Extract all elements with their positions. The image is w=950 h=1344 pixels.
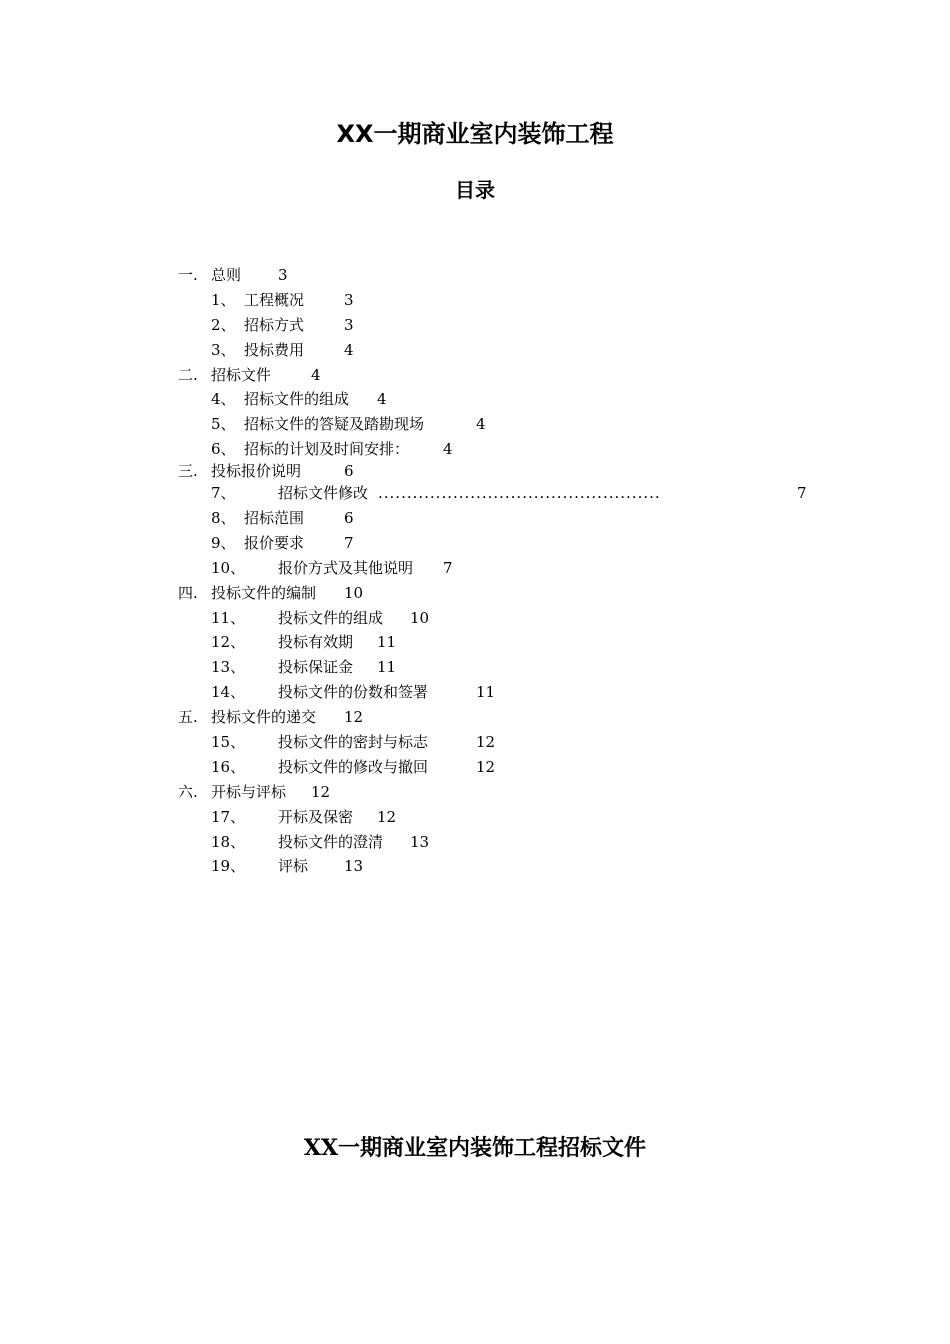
toc-entry-number: 5、 [211, 415, 236, 434]
toc-page-number: 3 [344, 315, 354, 334]
toc-entry-title: 开标及保密 [278, 807, 354, 826]
toc-page-number: 11 [476, 683, 496, 702]
toc-entry-number: 8、 [211, 509, 236, 528]
toc-page-number: 11 [377, 658, 397, 677]
toc-entry-title: 投标文件的份数和签署 [278, 683, 429, 702]
toc-entry-title: 投标报价说明 [211, 462, 302, 481]
toc-entry-title: 投标文件的编制 [211, 583, 317, 602]
document-title: XX一期商业室内装饰工程 [336, 120, 614, 148]
toc-chapter[interactable] [178, 462, 828, 481]
toc-entry[interactable] [178, 288, 828, 313]
toc-page-number: 7 [344, 533, 354, 552]
toc-page-number: 12 [476, 757, 496, 776]
toc-entry-title: 投标文件的组成 [278, 608, 384, 627]
toc-entry[interactable] [178, 830, 828, 855]
toc-entry-number: 14、 [211, 683, 246, 702]
toc-entry-number: 13、 [211, 658, 246, 677]
toc-entry-title: 总则 [211, 266, 242, 284]
toc-page-number: 6 [344, 509, 354, 528]
toc-entry-title: 报价要求 [244, 533, 305, 552]
tender-document-title: XX一期商业室内装饰工程招标文件 [303, 1135, 647, 1161]
toc-entry[interactable] [178, 606, 828, 631]
toc-page-number: 4 [377, 390, 387, 409]
toc-entry-number: 六. [178, 782, 198, 801]
toc-entry-title: 开标与评标 [211, 782, 287, 801]
toc-entry[interactable] [178, 805, 828, 830]
table-of-contents [178, 263, 828, 879]
toc-dot-leader: ................................................. [378, 484, 661, 503]
toc-page-number: 12 [344, 708, 364, 727]
toc-chapter[interactable] [178, 263, 828, 288]
toc-entry-title: 投标文件的修改与撤回 [278, 757, 429, 776]
toc-page-number: 4 [311, 365, 321, 384]
toc-entry-number: 1、 [211, 290, 236, 309]
toc-page-number: 4 [344, 340, 354, 359]
toc-entry[interactable] [178, 630, 828, 655]
toc-entry[interactable] [178, 412, 828, 437]
toc-entry-number: 12、 [211, 633, 246, 652]
toc-page-number: 7 [797, 484, 807, 503]
toc-entry-title: 评标 [278, 857, 309, 876]
toc-entry[interactable] [178, 506, 828, 531]
toc-page-number: 12 [476, 733, 496, 752]
toc-chapter[interactable] [178, 705, 828, 730]
toc-entry-title: 投标文件的澄清 [278, 832, 384, 851]
toc-entry-title: 报价方式及其他说明 [278, 558, 414, 577]
toc-entry[interactable] [178, 313, 828, 338]
toc-page-number: 12 [311, 782, 331, 801]
toc-page-number: 3 [344, 290, 354, 309]
toc-page-number: 11 [377, 633, 397, 652]
toc-entry-number: 9、 [211, 533, 236, 552]
toc-page-number: 3 [278, 266, 288, 284]
toc-entry-number: 四. [178, 583, 198, 602]
toc-page-number: 10 [410, 608, 430, 627]
toc-entry-number: 16、 [211, 757, 246, 776]
toc-page-number: 4 [443, 440, 453, 459]
toc-entry-title: 招标的计划及时间安排： [244, 440, 410, 459]
toc-entry[interactable] [178, 680, 828, 705]
toc-entry[interactable] [178, 481, 828, 506]
toc-entry-number: 11、 [211, 608, 246, 627]
toc-entry[interactable] [178, 531, 828, 556]
toc-entry[interactable] [178, 755, 828, 780]
toc-entry-number: 五. [178, 708, 198, 727]
toc-chapter[interactable] [178, 780, 828, 805]
toc-entry-number: 二. [178, 365, 198, 384]
toc-entry[interactable] [178, 387, 828, 412]
toc-entry[interactable] [178, 437, 828, 462]
toc-entry-title: 工程概况 [244, 290, 305, 309]
toc-entry-title: 招标文件的组成 [244, 390, 350, 409]
toc-entry-title: 招标范围 [244, 509, 305, 528]
toc-entry-title: 投标文件的递交 [211, 708, 317, 727]
toc-page-number: 10 [344, 583, 364, 602]
toc-entry-number: 17、 [211, 807, 246, 826]
toc-entry[interactable] [178, 655, 828, 680]
toc-page-number: 13 [410, 832, 430, 851]
toc-entry[interactable] [178, 556, 828, 581]
toc-entry[interactable] [178, 854, 828, 879]
toc-page-number: 7 [443, 558, 453, 577]
toc-entry[interactable] [178, 730, 828, 755]
toc-entry-number: 2、 [211, 315, 236, 334]
toc-entry-number: 6、 [211, 440, 236, 459]
toc-entry-title: 投标费用 [244, 340, 305, 359]
toc-entry-number: 19、 [211, 857, 246, 876]
toc-entry-title: 投标保证金 [278, 658, 354, 677]
toc-entry-number: 10、 [211, 558, 246, 577]
toc-page-number: 13 [344, 857, 364, 876]
toc-entry-number: 一. [178, 266, 198, 284]
toc-entry-number: 3、 [211, 340, 236, 359]
toc-entry-number: 15、 [211, 733, 246, 752]
toc-entry-title: 招标文件修改 [278, 484, 369, 503]
toc-entry-title: 招标文件 [211, 365, 272, 384]
toc-page-number: 12 [377, 807, 397, 826]
toc-chapter[interactable] [178, 581, 828, 606]
toc-entry-number: 18、 [211, 832, 246, 851]
toc-entry-number: 三. [178, 462, 198, 481]
toc-heading: 目录 [455, 178, 495, 202]
toc-entry[interactable] [178, 338, 828, 363]
toc-entry-title: 投标文件的密封与标志 [278, 733, 429, 752]
toc-entry-number: 7、 [211, 484, 236, 503]
toc-entry-number: 4、 [211, 390, 236, 409]
toc-page-number: 4 [476, 415, 486, 434]
toc-entry-title: 投标有效期 [278, 633, 354, 652]
toc-chapter[interactable] [178, 363, 828, 388]
toc-entry-title: 招标文件的答疑及踏勘现场 [244, 415, 425, 434]
toc-entry-title: 招标方式 [244, 315, 305, 334]
toc-page-number: 6 [344, 462, 354, 481]
